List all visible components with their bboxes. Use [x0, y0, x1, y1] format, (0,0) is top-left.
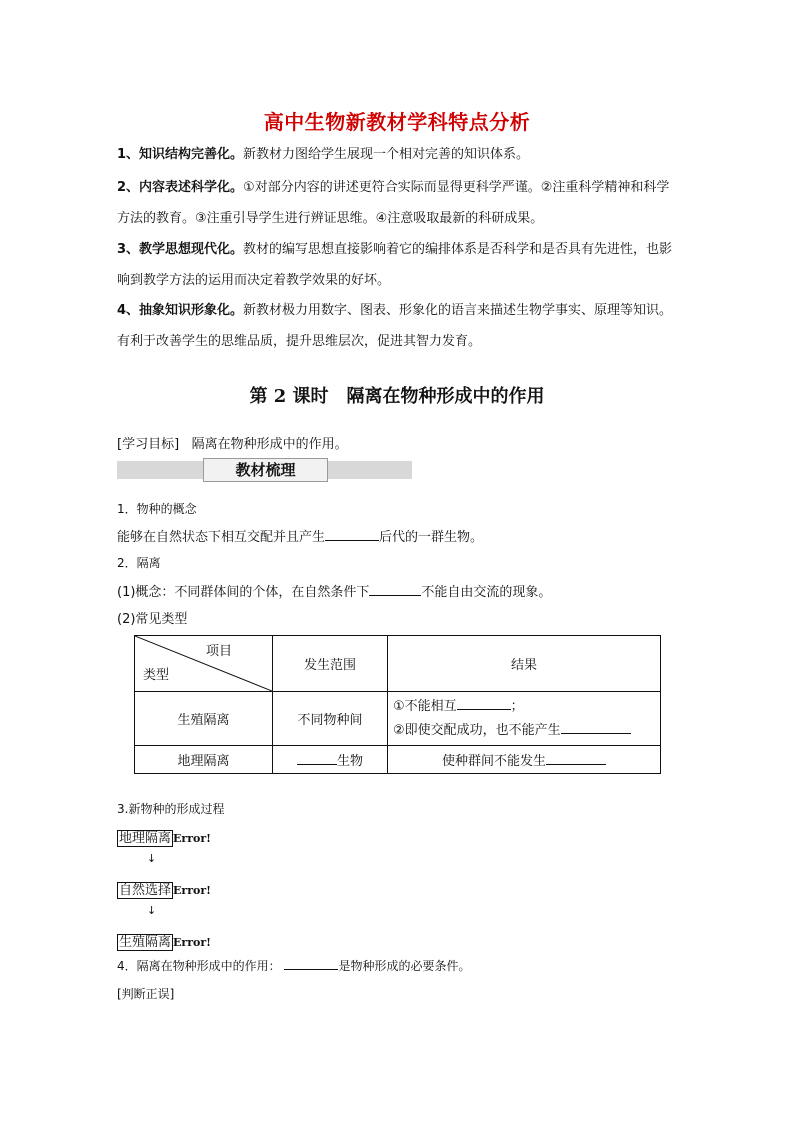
- column-header: 结果: [388, 636, 661, 692]
- table-header-row: [135, 636, 661, 692]
- fill-blank[interactable]: [457, 697, 511, 710]
- table-cell: 地理隔离: [135, 746, 273, 774]
- table-cell: [273, 746, 388, 774]
- concept-text: (1)概念：不同群体间的个体，在自然条件下: [117, 585, 370, 600]
- concept-text: 不能自由交流的现象。: [421, 585, 552, 600]
- result-text: ①不能相互: [393, 698, 457, 714]
- table-cell: [388, 692, 661, 746]
- feature-text: 教材的编写思想直接影响着它的编排体系是否科学和是否具有先进性，也影响到教学方法的运用而决定着教学效果的好坏。: [117, 242, 673, 288]
- isolation-role: [117, 957, 470, 974]
- fill-blank[interactable]: [297, 752, 337, 765]
- header-item-label: 项目: [205, 644, 232, 659]
- species-heading: 1．物种的概念: [117, 502, 197, 516]
- step-box: 地理隔离: [119, 831, 172, 846]
- species-text: 能够在自然状态下相互交配并且产生: [117, 530, 326, 545]
- feature-label: 4、抽象知识形象化。: [117, 303, 244, 318]
- feature-paragraph-2: [117, 172, 682, 234]
- types-heading: (2)常见类型: [117, 612, 188, 627]
- feature-text: 新教材力图给学生展现一个相对完善的知识体系。: [243, 147, 530, 162]
- role-text: 4．隔离在物种形成中的作用：: [117, 959, 281, 973]
- feature-label: 3、教学思想现代化。: [117, 242, 244, 257]
- range-text: 生物: [336, 754, 363, 769]
- table-cell: [388, 746, 661, 774]
- result-line: [393, 695, 660, 719]
- formation-heading: 3.新物种的形成过程: [117, 802, 225, 816]
- isolation-concept: [117, 581, 551, 600]
- down-arrow-icon: ↓: [147, 904, 157, 917]
- feature-paragraph-4: [117, 295, 682, 357]
- formation-step-1: [117, 827, 211, 846]
- fill-blank[interactable]: [284, 957, 338, 970]
- learning-objective: [117, 433, 348, 452]
- section-heading: 教材梳理: [203, 458, 328, 482]
- step-box: 自然选择: [119, 883, 172, 898]
- feature-label: 2、内容表述科学化。: [117, 180, 244, 195]
- lesson-title: 第 2 课时 隔离在物种形成中的作用: [249, 386, 545, 407]
- formation-step-3: [117, 931, 211, 950]
- feature-paragraph-3: [117, 234, 682, 296]
- species-text: 后代的一群生物。: [379, 530, 484, 545]
- result-line: [393, 719, 660, 743]
- fill-blank[interactable]: [561, 721, 631, 734]
- result-text: ②即使交配成功，也不能产生: [393, 722, 561, 738]
- objective-text: 隔离在物种形成中的作用。: [191, 437, 348, 452]
- formation-step-2: [117, 879, 211, 898]
- column-header: 发生范围: [273, 636, 388, 692]
- result-text: ；: [510, 698, 524, 714]
- error-text: Error!: [173, 884, 211, 897]
- down-arrow-icon: ↓: [147, 852, 157, 865]
- objective-label: [学习目标]: [117, 437, 180, 452]
- error-text: Error!: [173, 936, 211, 949]
- table-cell: 生殖隔离: [135, 692, 273, 746]
- species-definition: [117, 526, 483, 545]
- feature-text: ①对部分内容的讲述更符合实际而显得更科学严谨。②注重科学精神和科学方法的教育。③注重引导学生进行辨证思维。④注意吸取最新的科研成果。: [117, 180, 670, 226]
- page-title: 高中生物新教材学科特点分析: [263, 110, 531, 134]
- isolation-heading: 2．隔离: [117, 556, 161, 570]
- table-row: [135, 692, 661, 746]
- header-type-label: 类型: [143, 668, 170, 683]
- step-box: 生殖隔离: [119, 935, 172, 950]
- role-text: 是物种形成的必要条件。: [338, 959, 471, 973]
- feature-label: 1、知识结构完善化。: [117, 147, 244, 162]
- result-text: 使种群间不能发生: [441, 754, 546, 769]
- fill-blank[interactable]: [325, 528, 379, 541]
- diagonal-header-cell: [135, 636, 273, 692]
- feature-paragraph-1: [117, 139, 682, 170]
- table-row: [135, 746, 661, 774]
- table-cell: 不同物种间: [273, 692, 388, 746]
- fill-blank[interactable]: [546, 752, 606, 765]
- fill-blank[interactable]: [369, 583, 421, 596]
- isolation-types-table: [134, 635, 661, 774]
- judge-heading: [判断正误]: [117, 987, 175, 1001]
- error-text: Error!: [173, 832, 211, 845]
- feature-text: 新教材极力用数字、图表、形象化的语言来描述生物学事实、原理等知识。有利于改善学生的思维品质，提升思维层次，促进其智力发育。: [117, 303, 673, 349]
